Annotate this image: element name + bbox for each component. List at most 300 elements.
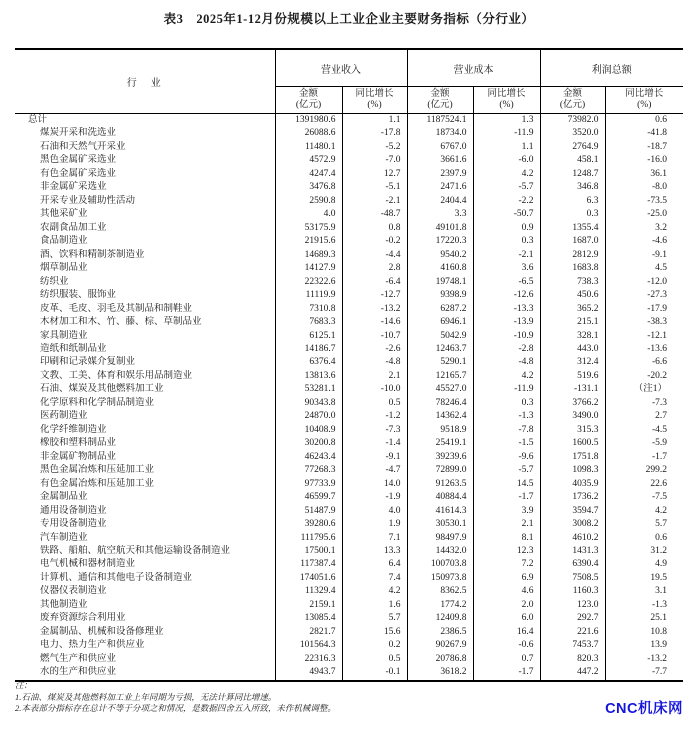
value-cell: 97733.9 (275, 478, 342, 491)
industry-cell: 其他采矿业 (40, 209, 88, 220)
value-cell: -50.7 (473, 208, 540, 221)
industry-cell: 专用设备制造业 (40, 519, 107, 530)
value-cell: 7508.5 (540, 572, 605, 585)
table-row (15, 545, 683, 558)
value-cell: 12.3 (473, 545, 540, 558)
value-cell: 11329.4 (275, 585, 342, 598)
value-cell: 4035.9 (540, 478, 605, 491)
table-row (15, 397, 683, 410)
value-cell: 3008.2 (540, 518, 605, 531)
value-cell: -0.1 (342, 666, 407, 680)
value-cell: -10.9 (473, 330, 540, 343)
subheader-growth-label: 同比增长 (355, 89, 394, 99)
industry-cell: 燃气生产和供应业 (40, 653, 117, 664)
table-row (15, 532, 683, 545)
value-cell: 0.9 (473, 222, 540, 235)
value-cell: 20786.8 (407, 653, 473, 666)
value-cell: 4247.4 (275, 168, 342, 181)
value-cell: 2471.6 (407, 181, 473, 194)
value-cell: -11.9 (473, 383, 540, 396)
value-cell: 221.6 (540, 626, 605, 639)
value-cell: 2.0 (473, 599, 540, 612)
group-header-cost: 营业成本 (407, 49, 540, 87)
subheader-growth-unit: (%) (499, 100, 514, 110)
value-cell: 12409.8 (407, 612, 473, 625)
value-cell: -1.2 (342, 410, 407, 423)
value-cell: -9.6 (473, 451, 540, 464)
value-cell: -5.7 (473, 464, 540, 477)
value-cell: -2.1 (342, 195, 407, 208)
value-cell: 2.8 (342, 262, 407, 275)
value-cell: 46599.7 (275, 491, 342, 504)
industry-cell: 黑色金属冶炼和压延加工业 (40, 465, 155, 476)
industry-cell: 纺织服装、服饰业 (40, 290, 117, 301)
value-cell: -1.3 (473, 410, 540, 423)
industry-column-header: 行 业 (15, 49, 275, 114)
value-cell: 1751.8 (540, 451, 605, 464)
value-cell: 150973.8 (407, 572, 473, 585)
value-cell: 4610.2 (540, 532, 605, 545)
value-cell: 1355.4 (540, 222, 605, 235)
industry-cell: 金属制品业 (40, 492, 88, 503)
value-cell: 2.1 (342, 370, 407, 383)
value-cell: 1600.5 (540, 437, 605, 450)
value-cell: -13.2 (342, 303, 407, 316)
value-cell: 4.2 (473, 168, 540, 181)
subheader-revenue-amount (275, 87, 342, 114)
value-cell: 17500.1 (275, 545, 342, 558)
value-cell: 14.0 (342, 478, 407, 491)
value-cell: 6.0 (473, 612, 540, 625)
group-header-profit: 利润总额 (540, 49, 683, 87)
value-cell: 7.1 (342, 532, 407, 545)
value-cell: 365.2 (540, 303, 605, 316)
value-cell: 346.8 (540, 181, 605, 194)
value-cell: 17220.3 (407, 235, 473, 248)
value-cell: 30530.1 (407, 518, 473, 531)
value-cell: 3520.0 (540, 127, 605, 140)
value-cell: 5.7 (605, 518, 683, 531)
footnotes (15, 680, 575, 715)
value-cell: 3.3 (407, 208, 473, 221)
value-cell: 2404.4 (407, 195, 473, 208)
value-cell: 2.1 (473, 518, 540, 531)
value-cell: -2.6 (342, 343, 407, 356)
table-row (15, 154, 683, 167)
page-title: 表3 2025年1-12月份规模以上工业企业主要财务指标（分行业） (163, 12, 535, 26)
table-row (15, 626, 683, 639)
value-cell: -7.0 (342, 154, 407, 167)
value-cell: 2.7 (605, 410, 683, 423)
subheader-amount-unit: (亿元) (559, 100, 586, 110)
value-cell: 4.2 (605, 505, 683, 518)
value-cell: 3.2 (605, 222, 683, 235)
value-cell: -12.7 (342, 289, 407, 302)
subheader-cost-growth (473, 87, 540, 114)
table-row (15, 208, 683, 221)
value-cell: 6125.1 (275, 330, 342, 343)
table-row (15, 639, 683, 652)
value-cell: 2159.1 (275, 599, 342, 612)
value-cell: 111795.6 (275, 532, 342, 545)
value-cell: -5.7 (473, 181, 540, 194)
value-cell: 73982.0 (540, 114, 605, 128)
industry-cell: 其他制造业 (40, 599, 88, 610)
industry-cell: 煤炭开采和洗选业 (40, 128, 117, 139)
value-cell: 72899.0 (407, 464, 473, 477)
value-cell: -1.4 (342, 437, 407, 450)
value-cell: 13085.4 (275, 612, 342, 625)
industry-cell: 开采专业及辅助性活动 (40, 195, 136, 206)
value-cell: 45527.0 (407, 383, 473, 396)
value-cell: 4.2 (342, 585, 407, 598)
table-row (15, 653, 683, 666)
subheader-amount-label: 金额 (298, 89, 318, 99)
value-cell: 49101.8 (407, 222, 473, 235)
value-cell: -1.7 (473, 666, 540, 680)
table-row (15, 316, 683, 329)
table-row (15, 235, 683, 248)
value-cell: 2812.9 (540, 249, 605, 262)
value-cell: 1.6 (342, 599, 407, 612)
value-cell: -1.7 (605, 451, 683, 464)
table-row (15, 558, 683, 571)
value-cell: -131.1 (540, 383, 605, 396)
value-cell: -14.6 (342, 316, 407, 329)
value-cell: -7.3 (605, 397, 683, 410)
value-cell: -17.9 (605, 303, 683, 316)
value-cell: 7453.7 (540, 639, 605, 652)
subheader-growth-label: 同比增长 (487, 89, 526, 99)
value-cell: -13.3 (473, 303, 540, 316)
subheader-growth-label: 同比增长 (625, 89, 664, 99)
value-cell: 6390.4 (540, 558, 605, 571)
table-row (15, 303, 683, 316)
value-cell: -41.8 (605, 127, 683, 140)
subheader-profit-amount (540, 87, 605, 114)
value-cell: -6.5 (473, 276, 540, 289)
value-cell: 6767.0 (407, 141, 473, 154)
table-row (15, 464, 683, 477)
table-row (15, 262, 683, 275)
industry-cell: 医药制造业 (40, 411, 88, 422)
industry-cell: 家具制造业 (40, 330, 88, 341)
site-watermark: CNC机床网 (605, 701, 683, 717)
value-cell: -16.0 (605, 154, 683, 167)
value-cell: 0.2 (342, 639, 407, 652)
value-cell: -1.5 (473, 437, 540, 450)
value-cell: 5290.1 (407, 356, 473, 369)
industry-cell: 橡胶和塑料制品业 (40, 438, 117, 449)
industry-cell: 纺织业 (40, 276, 69, 287)
value-cell: 10.8 (605, 626, 683, 639)
table-row (15, 195, 683, 208)
value-cell: 12.7 (342, 168, 407, 181)
value-cell: 738.3 (540, 276, 605, 289)
value-cell: 4.6 (473, 585, 540, 598)
table-row (15, 289, 683, 302)
value-cell: 9540.2 (407, 249, 473, 262)
value-cell: 4.0 (342, 505, 407, 518)
table-row (15, 356, 683, 369)
value-cell: 3766.2 (540, 397, 605, 410)
value-cell: -4.8 (342, 356, 407, 369)
value-cell: -4.4 (342, 249, 407, 262)
table-body (15, 114, 683, 681)
value-cell: 1.1 (473, 141, 540, 154)
table-row (15, 599, 683, 612)
value-cell: 22322.6 (275, 276, 342, 289)
value-cell: 0.6 (605, 114, 683, 128)
value-cell: -7.8 (473, 424, 540, 437)
value-cell: 4.2 (473, 370, 540, 383)
value-cell: -27.3 (605, 289, 683, 302)
value-cell: 11480.1 (275, 141, 342, 154)
industry-cell: 通用设备制造业 (40, 505, 107, 516)
table-row (15, 141, 683, 154)
value-cell: 3.6 (473, 262, 540, 275)
value-cell: -1.9 (342, 491, 407, 504)
table-row (15, 127, 683, 140)
value-cell: 174051.6 (275, 572, 342, 585)
value-cell: 21915.6 (275, 235, 342, 248)
value-cell: 8362.5 (407, 585, 473, 598)
value-cell: 12463.7 (407, 343, 473, 356)
value-cell: 6376.4 (275, 356, 342, 369)
industry-cell: 废弃资源综合利用业 (40, 613, 126, 624)
value-cell: 328.1 (540, 330, 605, 343)
value-cell: 24870.0 (275, 410, 342, 423)
value-cell: 16.4 (473, 626, 540, 639)
value-cell: 14186.7 (275, 343, 342, 356)
value-cell: 46243.4 (275, 451, 342, 464)
industry-cell: 铁路、船舶、航空航天和其他运输设备制造业 (40, 546, 231, 556)
value-cell: -13.2 (605, 653, 683, 666)
table-row (15, 114, 683, 128)
value-cell: 1098.3 (540, 464, 605, 477)
industry-cell: 皮革、毛皮、羽毛及其制品和制鞋业 (40, 303, 193, 314)
value-cell: 9518.9 (407, 424, 473, 437)
value-cell: 101564.3 (275, 639, 342, 652)
table-row (15, 585, 683, 598)
value-cell: 14.5 (473, 478, 540, 491)
value-cell: 4943.7 (275, 666, 342, 680)
value-cell: 6.4 (342, 558, 407, 571)
value-cell: -2.8 (473, 343, 540, 356)
table-row (15, 491, 683, 504)
value-cell: 4160.8 (407, 262, 473, 275)
value-cell: 215.1 (540, 316, 605, 329)
table-row (15, 518, 683, 531)
value-cell: -4.7 (342, 464, 407, 477)
table-row (15, 505, 683, 518)
industry-cell: 非金属矿采选业 (40, 182, 107, 193)
industry-cell: 农副食品加工业 (40, 222, 107, 233)
value-cell: 1736.2 (540, 491, 605, 504)
value-cell: 53175.9 (275, 222, 342, 235)
value-cell: 0.8 (342, 222, 407, 235)
industry-cell: 仪器仪表制造业 (40, 586, 107, 597)
value-cell: 25419.1 (407, 437, 473, 450)
value-cell: -7.7 (605, 666, 683, 680)
value-cell: 13.3 (342, 545, 407, 558)
value-cell: 6.3 (540, 195, 605, 208)
industry-cell: 电气机械和器材制造业 (40, 559, 136, 570)
industry-cell: 印刷和记录媒介复制业 (40, 357, 136, 368)
value-cell: -5.1 (342, 181, 407, 194)
table-row (15, 222, 683, 235)
value-cell: 458.1 (540, 154, 605, 167)
value-cell: 117387.4 (275, 558, 342, 571)
value-cell: -11.9 (473, 127, 540, 140)
value-cell: 519.6 (540, 370, 605, 383)
value-cell: -5.2 (342, 141, 407, 154)
value-cell: 1.9 (342, 518, 407, 531)
value-cell: 2590.8 (275, 195, 342, 208)
value-cell: 14127.9 (275, 262, 342, 275)
industry-cell: 金属制品、机械和设备修理业 (40, 626, 164, 637)
table-row (15, 437, 683, 450)
value-cell: -17.8 (342, 127, 407, 140)
value-cell: 19748.1 (407, 276, 473, 289)
value-cell: 0.7 (473, 653, 540, 666)
value-cell: 3.1 (605, 585, 683, 598)
table-row (15, 451, 683, 464)
value-cell: 447.2 (540, 666, 605, 680)
value-cell: 14689.3 (275, 249, 342, 262)
subheader-amount-unit: (亿元) (427, 100, 453, 110)
value-cell: 14432.0 (407, 545, 473, 558)
value-cell: -8.0 (605, 181, 683, 194)
value-cell: 315.3 (540, 424, 605, 437)
value-cell: 1160.3 (540, 585, 605, 598)
industry-cell: 烟草制品业 (40, 263, 88, 274)
footnote-label: 注： (15, 680, 33, 690)
table-row (15, 424, 683, 437)
value-cell: -4.6 (605, 235, 683, 248)
table-row (15, 612, 683, 625)
value-cell: 0.6 (605, 532, 683, 545)
value-cell: 6946.1 (407, 316, 473, 329)
table-row (15, 249, 683, 262)
value-cell: 5.7 (342, 612, 407, 625)
table-row (15, 181, 683, 194)
footnote-1: 1.石油、煤炭及其他燃料加工业上年同期为亏损，无法计算同比增速。 (15, 691, 277, 702)
value-cell: -2.2 (473, 195, 540, 208)
group-header-revenue: 营业收入 (275, 49, 407, 87)
value-cell: 22.6 (605, 478, 683, 491)
industry-cell: 石油和天然气开采业 (40, 141, 126, 152)
industry-cell: 汽车制造业 (40, 532, 88, 543)
industry-cell: 化学原料和化学制品制造业 (40, 397, 155, 408)
value-cell: 31.2 (605, 545, 683, 558)
table-row (15, 370, 683, 383)
value-cell: -7.5 (605, 491, 683, 504)
value-cell: -13.6 (605, 343, 683, 356)
table-row (15, 330, 683, 343)
value-cell: 30200.8 (275, 437, 342, 450)
footnote-2: 2.本表部分指标存在总计不等于分项之和情况，是数据四舍五入所致，未作机械调整。 (15, 703, 336, 713)
subheader-growth-unit: (%) (637, 100, 652, 110)
value-cell: 0.3 (540, 208, 605, 221)
value-cell: 100703.8 (407, 558, 473, 571)
value-cell: 443.0 (540, 343, 605, 356)
financial-indicators-table (15, 48, 683, 682)
value-cell: -13.9 (473, 316, 540, 329)
value-cell: 41614.3 (407, 505, 473, 518)
value-cell: -12.1 (605, 330, 683, 343)
table-row (15, 666, 683, 680)
industry-cell: 文教、工美、体育和娱乐用品制造业 (40, 370, 193, 381)
table-row (15, 383, 683, 396)
value-cell: -12.6 (473, 289, 540, 302)
value-cell: -1.3 (605, 599, 683, 612)
table-row (15, 410, 683, 423)
value-cell: 90267.9 (407, 639, 473, 652)
industry-cell: 电力、热力生产和供应业 (40, 640, 145, 651)
value-cell: 1774.2 (407, 599, 473, 612)
value-cell: 3618.2 (407, 666, 473, 680)
value-cell: 1248.7 (540, 168, 605, 181)
value-cell: -18.7 (605, 141, 683, 154)
subheader-amount-label: 金额 (430, 89, 450, 99)
value-cell: 22316.3 (275, 653, 342, 666)
value-cell: 12165.7 (407, 370, 473, 383)
value-cell: 292.7 (540, 612, 605, 625)
value-cell: 1.1 (342, 114, 407, 128)
value-cell: 2821.7 (275, 626, 342, 639)
value-cell: 40884.4 (407, 491, 473, 504)
industry-cell: 酒、饮料和精制茶制造业 (40, 249, 145, 260)
value-cell: 450.6 (540, 289, 605, 302)
value-cell: 8.1 (473, 532, 540, 545)
value-cell: 0.3 (473, 397, 540, 410)
value-cell: 3.9 (473, 505, 540, 518)
table-row (15, 572, 683, 585)
value-cell: -10.7 (342, 330, 407, 343)
subheader-revenue-growth (342, 87, 407, 114)
value-cell: 98497.9 (407, 532, 473, 545)
value-cell: 3661.6 (407, 154, 473, 167)
value-cell: -4.8 (473, 356, 540, 369)
industry-cell: 非金属矿物制品业 (40, 451, 117, 462)
industry-cell: 总计 (28, 115, 48, 125)
value-cell: 14362.4 (407, 410, 473, 423)
industry-cell: 食品制造业 (40, 236, 88, 247)
value-cell: 7310.8 (275, 303, 342, 316)
value-cell: 123.0 (540, 599, 605, 612)
value-cell: （注1） (605, 383, 683, 396)
value-cell: 39280.6 (275, 518, 342, 531)
value-cell: 299.2 (605, 464, 683, 477)
subheader-amount-unit: (亿元) (295, 100, 322, 110)
value-cell: 53281.1 (275, 383, 342, 396)
value-cell: 1.3 (473, 114, 540, 128)
industry-cell: 有色金属矿采选业 (40, 168, 117, 179)
value-cell: 2397.9 (407, 168, 473, 181)
industry-cell: 造纸和纸制品业 (40, 343, 107, 354)
value-cell: 7.4 (342, 572, 407, 585)
value-cell: 13.9 (605, 639, 683, 652)
table-row (15, 343, 683, 356)
value-cell: 9398.9 (407, 289, 473, 302)
subheader-growth-unit: (%) (367, 100, 382, 110)
industry-cell: 化学纤维制造业 (40, 424, 107, 435)
value-cell: -9.1 (342, 451, 407, 464)
value-cell: 1683.8 (540, 262, 605, 275)
value-cell: -5.9 (605, 437, 683, 450)
value-cell: 4.9 (605, 558, 683, 571)
